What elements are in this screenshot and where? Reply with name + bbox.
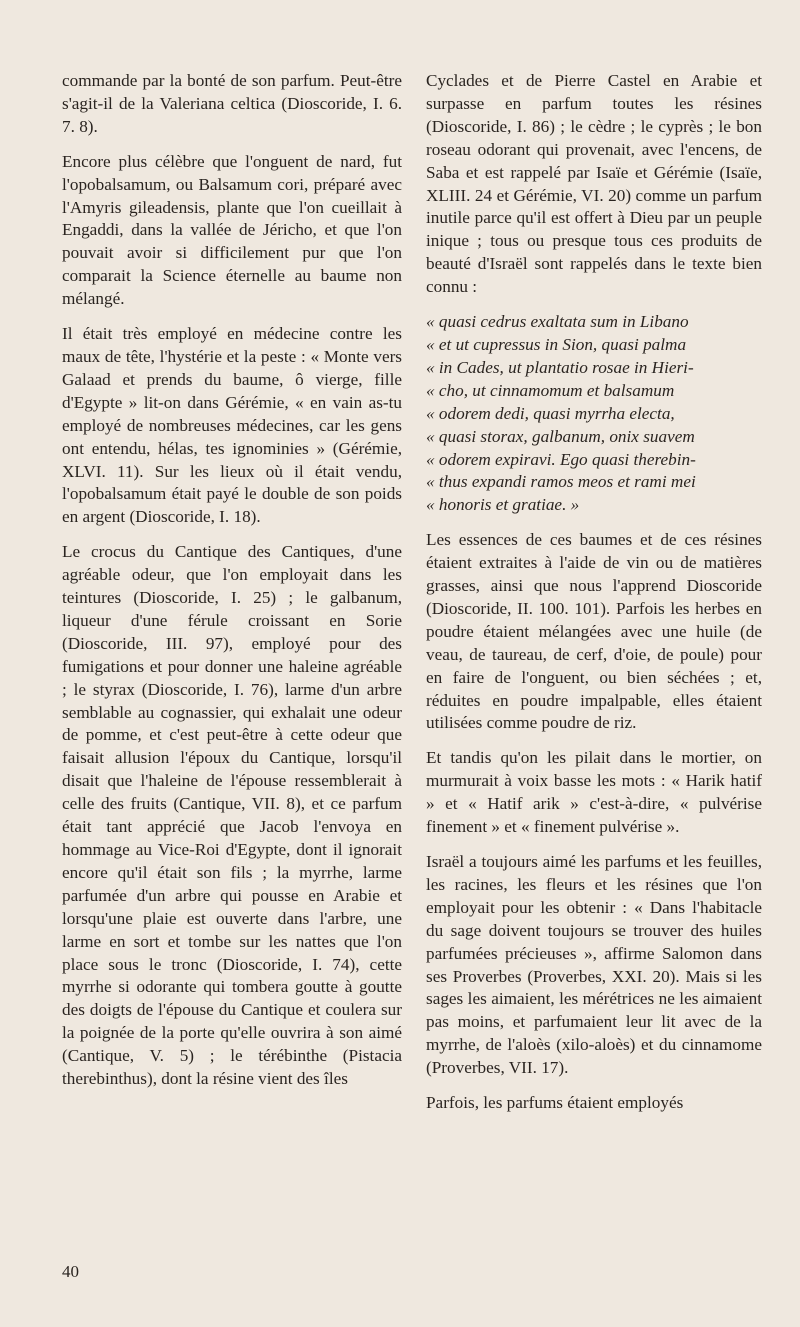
- verse-line: « et ut cupressus in Sion, quasi palma: [426, 334, 687, 354]
- page-number: 40: [62, 1262, 79, 1281]
- verse-line: « thus expandi ramos meos et rami mei: [426, 472, 696, 492]
- verse-line: « quasi storax, galbanum, onix suavem: [426, 426, 695, 446]
- paragraph: Parfois, les parfums étaient employés: [426, 1093, 684, 1113]
- verse-line: « odorem dedi, quasi myrrha electa,: [426, 403, 675, 423]
- verse-line: « honoris et gratiae. »: [426, 495, 580, 515]
- verse-line: « cho, ut cinnamomum et balsamum: [426, 380, 675, 400]
- paragraph: commande par la bonté de son parfum. Peut-être s'agit-il de la Valeriana celtica (Dioscoride, I. 6. 7. 8).: [62, 71, 402, 136]
- left-column: [62, 70, 402, 1103]
- paragraph: Et tandis qu'on les pilait dans le mortier, on murmurait à voix basse les mots : « Harik hatif » et « Hatif arik » c'est-à-dire, « pulvérise finement » et « finement pulvérise ».: [426, 748, 762, 837]
- verse-line: « quasi cedrus exaltata sum in Libano: [426, 312, 689, 332]
- paragraph: Cyclades et de Pierre Castel en Arabie et surpasse en parfum toutes les résines (Dioscoride, I. 86) ; le cèdre ; le cyprès ; le bon roseau odorant qui provenait, avec l'encens, de Saba et est rappelé par Isaïe et Gérémie (Isaïe, XLIII. 24 et Gérémie, VI. 20) comme un parfum inutile parce qu'il est offert à Dieu par un peuple inique ; tous ou presque tous ces produits de beauté d'Israël sont rappelés dans le texte bien connu :: [426, 71, 762, 297]
- paragraph: Encore plus célèbre que l'onguent de nard, fut l'opobalsamum, ou Balsamum cori, préparé avec l'Amyris gileadensis, plante que l'on cueillait à Engaddi, dans la vallée de Jéricho, et que l'on pouvait avoir si difficilement pur que l'on comparait la Science éternelle au baume non mélangé.: [62, 151, 402, 309]
- verse-line: « in Cades, ut plantatio rosae in Hieri-: [426, 357, 694, 377]
- paragraph: Le crocus du Cantique des Cantiques, d'une agréable odeur, que l'on employait dans les teintures (Dioscoride, I. 25) ; le galbanum, liqueur d'une férule croissant en Sorie (Dioscoride, III. 97), employé pour des fumigations et pour donner une haleine agréable ; le styrax (Dioscoride, I. 76), larme d'un arbre semblable au cognassier, qui exhalait une odeur de pomme, et c'est peut-être à cette odeur que faisait allusion l'époux du Cantique, lorsqu'il disait que l'haleine de l'épouse ressemblerait à celle des fruits (Cantique, VII. 8), et ce parfum était tant apprécié que Jacob l'envoya en hommage au Vice-Roi d'Egypte, dont il ignorait encore qu'il était son fils ; la myrrhe, larme parfumée d'un arbre qui pousse en Arabie et lorsqu'une plaie est ouverte dans l'arbre, une larme en sort et tombe sur les nattes que l'on place sous le tronc (Dioscoride, I. 74), cette myrrhe si odorante qui tombera goutte à goutte des doigts de l'épouse du Cantique et coulera sur la poignée de la porte qu'elle ouvrira à son aimé (Cantique, V. 5) ; le térébinthe (Pistacia therebinthus), dont la résine vient des îles: [62, 542, 402, 1089]
- verse-line: « odorem expiravi. Ego quasi therebin-: [426, 449, 696, 469]
- paragraph: Il était très employé en médecine contre les maux de tête, l'hystérie et la peste : « Monte vers Galaad et prends du baume, ô vierge, fille d'Egypte » lit-on dans Gérémie, « en vain as-tu employé de nombreuses médecines, car les gens ont entendu, hélas, tes ignominies » (Gérémie, XLVI. 11). Sur les lieux où il était vendu, l'opobalsamum était payé le double de son poids en argent (Dioscoride, I. 18).: [62, 324, 402, 527]
- paragraph: Les essences de ces baumes et de ces résines étaient extraites à l'aide de vin ou de matières grasses, ainsi que nous l'apprend Dioscoride (Dioscoride, II. 100. 101). Parfois les herbes en poudre étaient mélangées avec une huile (de veau, de taureau, de cerf, d'oie, de poule) pour en faire de l'onguent, ou bien séchées ; et, réduites en poudre impalpable, elles étaient utilisées comme poudre de riz.: [426, 530, 762, 733]
- right-column: [426, 70, 762, 1127]
- paragraph: Israël a toujours aimé les parfums et les feuilles, les racines, les fleurs et les résines que l'on employait pour les obtenir : « Dans l'habitacle du sage doivent toujours se trouver des huiles parfumées précieuses », affirme Salomon dans ses Proverbes (Proverbes, XXI. 20). Mais si les sages les aimaient, les mérétrices ne les aimaient pas moins, et parfumaient leur lit avec de la myrrhe, de l'aloès (xilo-aloès) et du cinnamome (Proverbes, VII. 17).: [426, 852, 762, 1078]
- latin-quotation: [426, 311, 762, 517]
